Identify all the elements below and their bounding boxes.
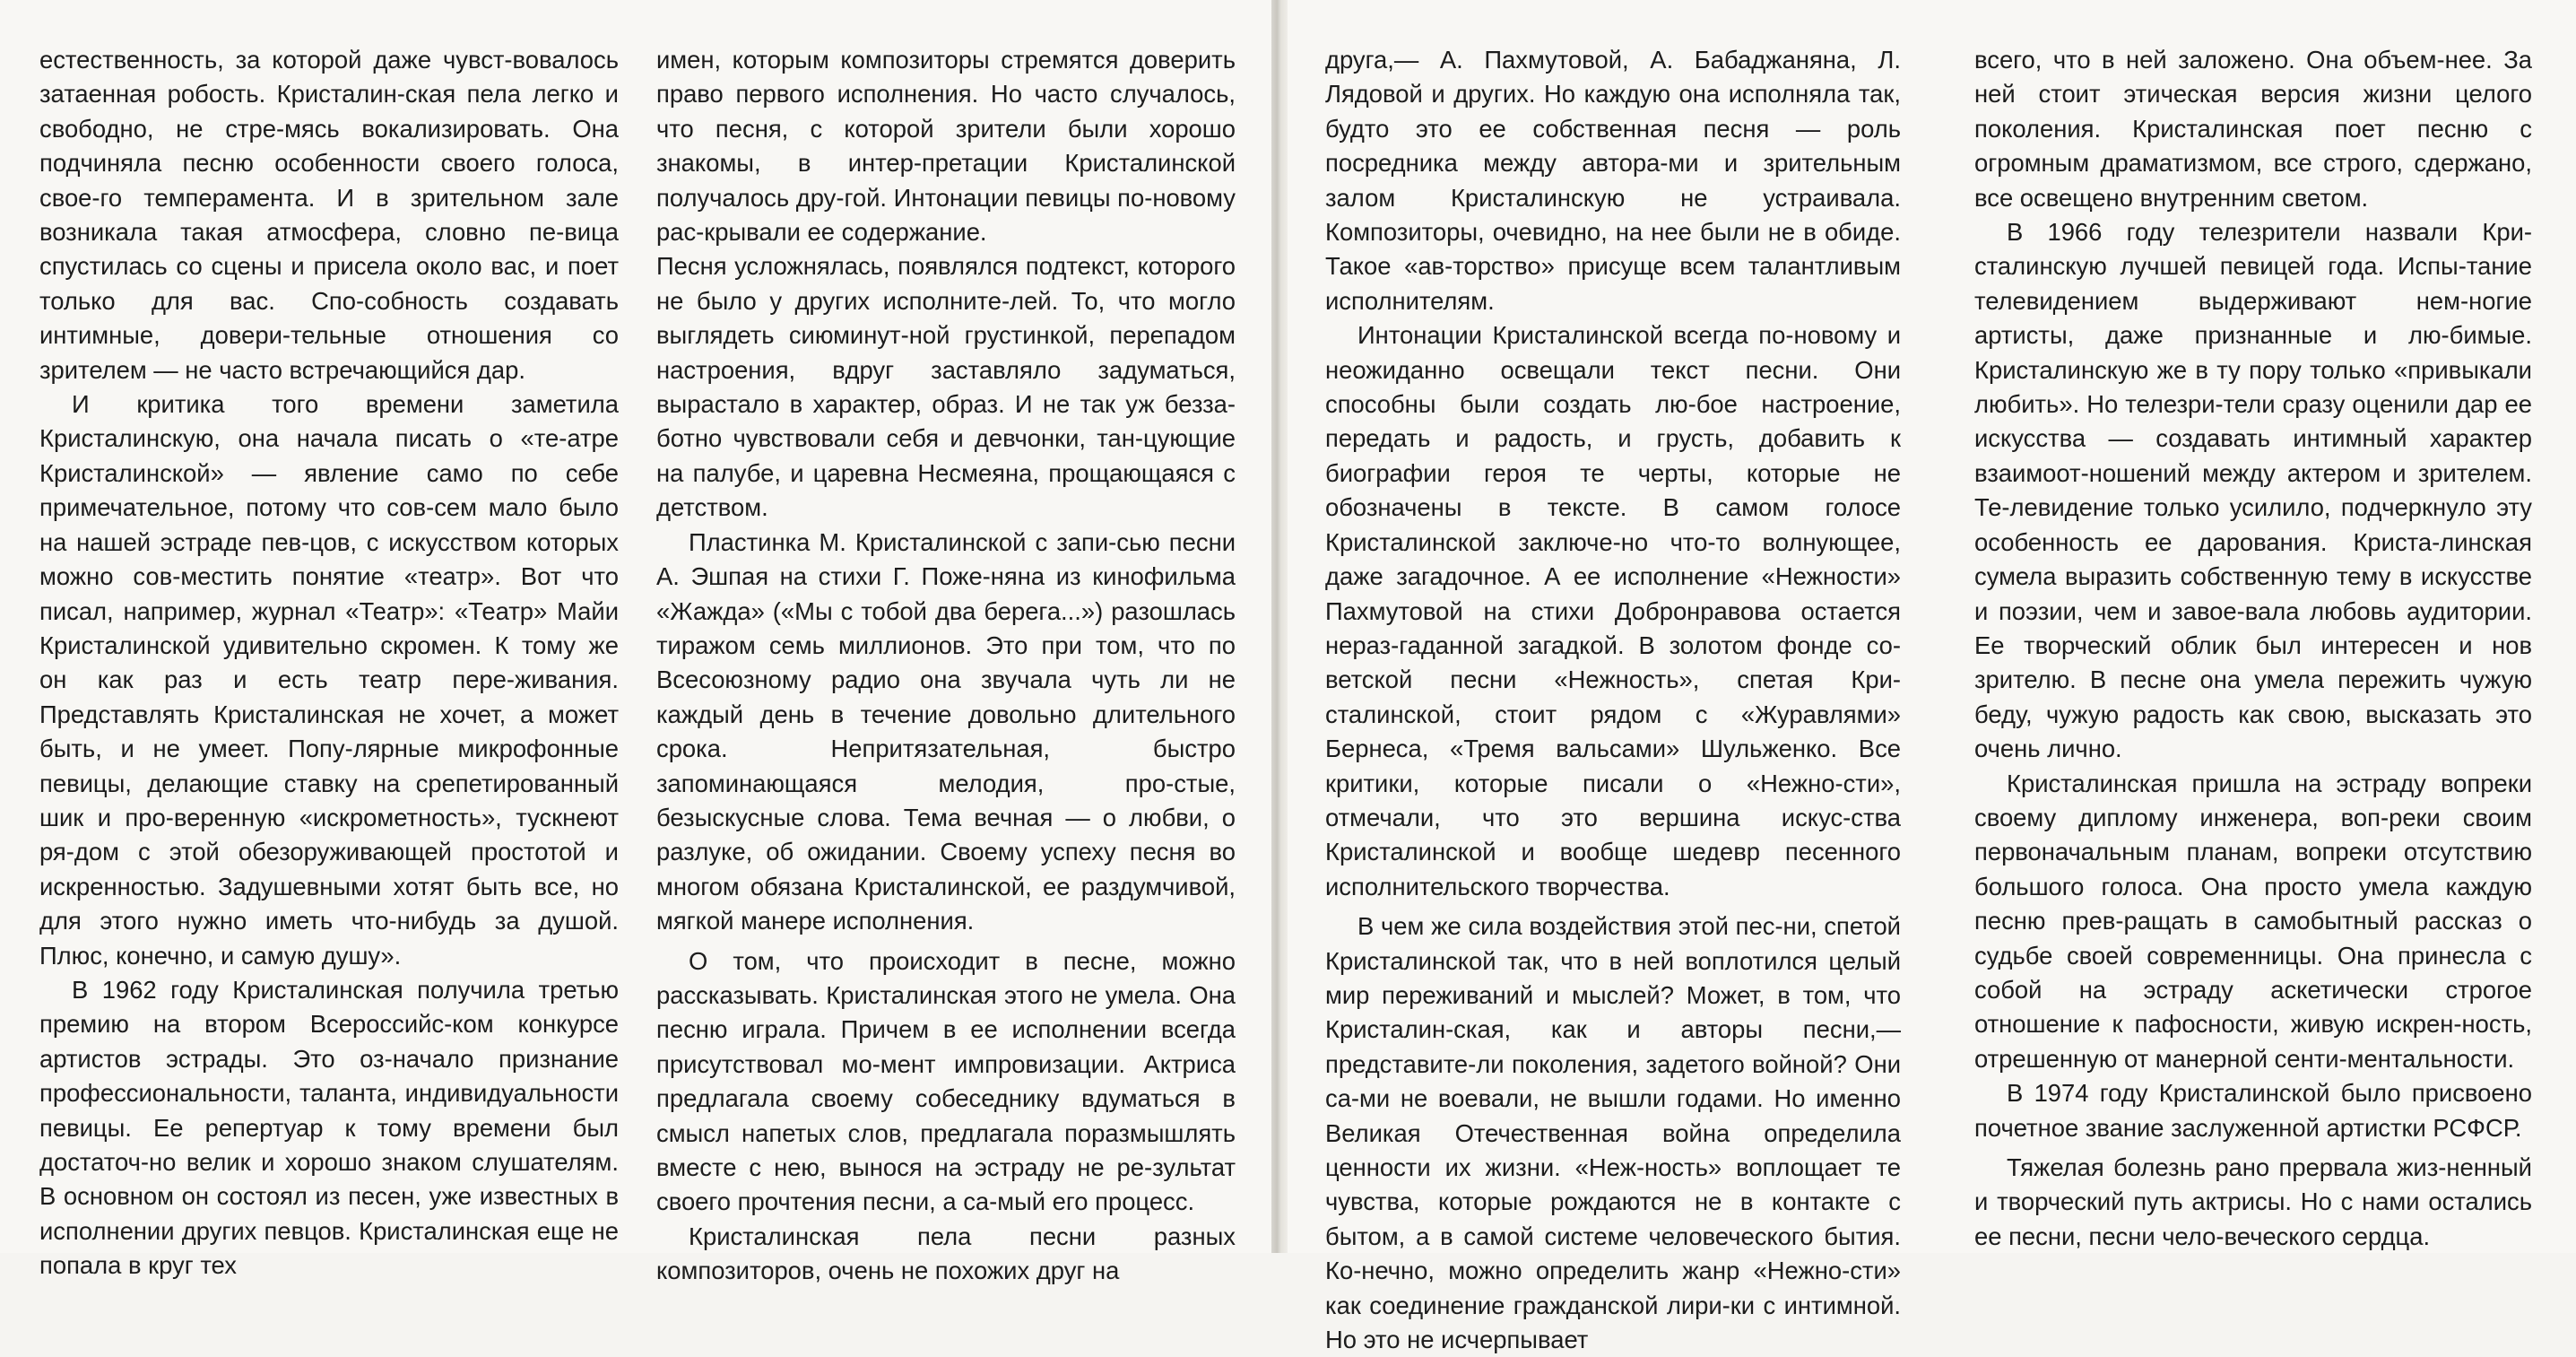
left-page <box>0 0 1271 1285</box>
paragraph: Интонации Кристалинской всегда по-новому и неожиданно освещали текст песни. Они способны были создать лю-бое настроение, передать и радость, и грусть, добавить к биографии героя те черты, которые не обозначены в тексте. В самом голосе Кристалинской заключе-но что-то волнующее, даже загадочное. А ее исполнение «Нежности» Пахмутовой на стихи Добронравова остается нераз-гаданной загадкой. В золотом фонде со-ветской песни «Нежность», спетая Кри-сталинской, стоит рядом с «Журавлями» Бернеса, «Тремя вальсами» Шульженко. Все критики, которые писали о «Нежно-сти», отмечали, что это вершина искус-ства Кристалинской и вообще шедевр песенного исполнительского творчества. <box>1325 321 1901 900</box>
paragraph: В 1962 году Кристалинская получила третью премию на втором Всероссийс-ком конкурсе артистов эстрады. Это оз-начало признание профессиональности, таланта, индивидуальности певицы. Ее репертуар к тому времени был достаточ-но велик и хорошо знаком слушателям. В основном он состоял из песен, уже известных в исполнении других певцов. Кристалинская еще не попала в круг тех <box>39 975 619 1280</box>
paragraph: Кристалинская пела песни разных композиторов, очень не похожих друг на <box>656 1222 1236 1285</box>
text-column-3 <box>1325 43 1901 1357</box>
paragraph: О том, что происходит в песне, можно рассказывать. Кристалинская этого не умела. Она песню играла. Причем в ее исполнении всегда присутствовал мо-мент импровизации. Актриса предлагала своему собеседнику вдуматься в смысл напетых слов, предлагала поразмышлять вместе с нею, вынося на эстраду не ре-зультат своего прочтения песни, а са-мый его процесс. <box>656 946 1236 1216</box>
paragraph: Песня усложнялась, появлялся подтекст, которого не было у других исполните-лей. То, что могло выглядеть сиюминут-ной грустинкой, перепадом настроения, вдруг заставляло задуматься, вырастало в характер, образ. И не так уж безза-ботно чувствовали себя и девчонки, тан-цующие на палубе, и царевна Несмеяна, прощающаяся с детством. <box>656 252 1236 522</box>
paragraph: всего, что в ней заложено. Она объем-нее. За ней стоит этическая версия жизни целого поколения. Кристалинская поет песню с огромным драматизмом, все строго, сдержано, все освещено внутренним светом. <box>1974 46 2532 212</box>
paragraph: И критика того времени заметила Кристалинскую, она начала писать о «те-атре Кристалинской» — явление само по себе примечательное, потому что сов-сем мало было на нашей эстраде пев-цов, с искусством которых можно сов-местить понятие «театр». Вот что писал, например, журнал «Театр»: «Театр» Майи Кристалинской удивительно скромен. К тому же он как раз и есть театр пере-живания. Представлять Кристалинская не хочет, а может быть, и не умеет. Попу-лярные микрофонные певицы, делающие ставку на срепетированный шик и про-веренную «искрометность», тускнеют ря-дом с этой обезоруживающей простотой и искренностью. Задушевными хотят быть все, но для этого нужно иметь что-нибудь за душой. Плюс, конечно, и самую душу». <box>39 390 619 970</box>
paragraph: Тяжелая болезнь рано прервала жиз-ненный и творческий путь актрисы. Но с нами остались ее песни, песни чело-веческого сердца. <box>1974 1153 2532 1250</box>
paragraph: В 1966 году телезрители назвали Кри-сталинскую лучшей певицей года. Испы-тание телевидением выдерживают нем-ногие артисты, даже признанные и лю-бимые. Кристалинскую же в ту пору только «привыкали любить». Но телезри-тели сразу оценили дар ее искусства — создавать интимный характер взаимоот-ношений между актером и зрителем. Те-левидение только усилило, подчеркнуло эту особенность ее дарования. Криста-линская сумела выразить собственную тему в искусстве и поэзии, чем и завое-вала любовь аудитории. Ее творческий облик был интересен и нов зрителю. В песне она умела пережить чужую беду, чужую радость как свою, высказать это очень лично. <box>1974 218 2532 763</box>
paragraph: друга,— А. Пахмутовой, А. Бабаджаняна, Л. Лядовой и других. Но каждую она исполняла так, будто это ее собственная песня — роль посредника между автора-ми и зрительным залом Кристалинскую не устраивала. Композиторы, очевидно, на нее были не в обиде. Такое «ав-торство» присуще всем талантливым исполнителям. <box>1325 46 1901 315</box>
text-column-4 <box>1974 43 2532 1254</box>
right-page <box>1288 0 2576 1354</box>
paragraph: имен, которым композиторы стремятся доверить право первого исполнения. Но часто случалось, что песня, с которой зрители были хорошо знакомы, в интер-претации Кристалинской получалось дру-гой. Интонации певицы по-новому рас-крывали ее содержание. <box>656 46 1236 247</box>
book-gutter <box>1271 0 1288 1253</box>
paragraph: В чем же сила воздействия этой пес-ни, спетой Кристалинской так, что в ней воплотился целый мир переживаний и мыслей? Может, в том, что Кристалин-ская, как и авторы песни,— представите-ли поколения, задетого войной? Они са-ми не воевали, не вышли годами. Но именно Великая Отечественная война определила ценности их жизни. «Неж-ность» воплощает те чувства, которые рождаются не в контакте с бытом, а в самой системе человеческого бытия. Ко-нечно, можно определить жанр «Нежно-сти» как соединение гражданской лири-ки с интимной. Но это не исчерпывает <box>1325 912 1901 1354</box>
paragraph: естественность, за которой даже чувст-вовалось затаенная робость. Кристалин-ская пела легко и свободно, не стре-мясь вокализировать. Она подчиняла песню особенности своего голоса, свое-го темперамента. И в зрительном зале возникала такая атмосфера, словно пе-вица спустилась со сцены и присела около вас, и поет только для вас. Спо-собность создавать интимные, довери-тельные отношения со зрителем — не часто встречающийся дар. <box>39 46 619 384</box>
text-column-1 <box>39 43 619 1283</box>
paragraph: Пластинка М. Кристалинской с запи-сью песни А. Эшпая на стихи Г. Поже-няна из кинофильма «Жажда» («Мы с тобой два берега...») разошлась тиражом семь миллионов. Это при том, что по Всесоюзному радио она звучала чуть ли не каждый день в течение довольно длительного срока. Непритязательная, быстро запоминающаяся мелодия, про-стые, безыскусные слова. Тема вечная — о любви, о разлуке, об ожидании. Своему успеху песня во многом обязана Кристалинской, ее раздумчивой, мягкой манере исполнения. <box>656 527 1236 935</box>
text-column-2 <box>656 43 1236 1289</box>
paragraph: Кристалинская пришла на эстраду вопреки своему диплому инженера, воп-реки своим первоначальным планам, вопреки отсутствию большого голоса. Она просто умела каждую песню прев-ращать в самобытный рассказ о судьбе своей современницы. Она принесла с собой на эстраду аскетически строгое отношение к пафосности, живую искрен-ность, отрешенную от манерной сенти-ментальности. <box>1974 769 2532 1073</box>
paragraph: В 1974 году Кристалинской было присвоено почетное звание заслуженной артистки РСФСР. <box>1974 1079 2532 1142</box>
